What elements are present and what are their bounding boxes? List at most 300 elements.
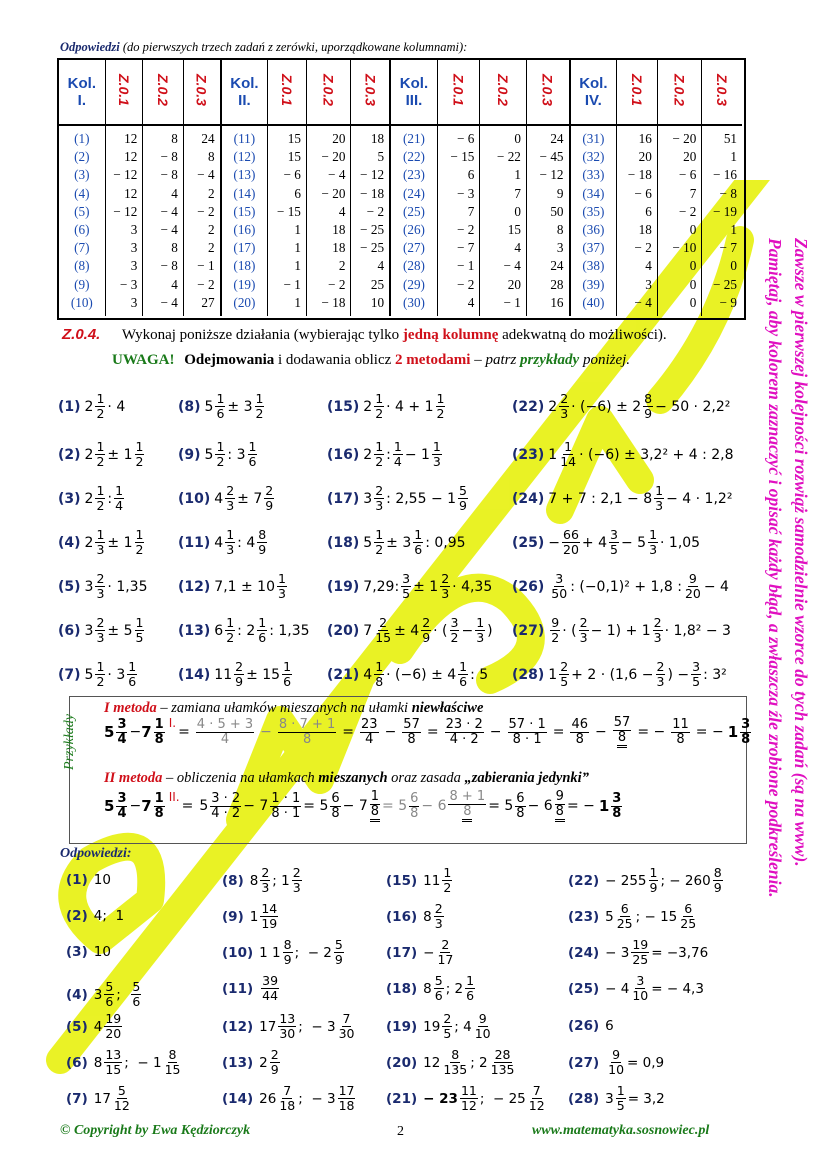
table-cell: 10 bbox=[370, 294, 385, 310]
table-cell: − 20 bbox=[321, 185, 346, 201]
row-index: (22) bbox=[402, 149, 425, 165]
table-cell: − 1 bbox=[503, 294, 521, 310]
z-header bbox=[437, 60, 480, 125]
row-index: (18) bbox=[233, 258, 256, 274]
table-cell: 5 bbox=[377, 149, 385, 165]
method-2-key: mieszanych bbox=[318, 770, 388, 786]
row-index: (19) bbox=[233, 276, 256, 292]
row-index: (17) bbox=[233, 240, 256, 256]
table-cell: − 3 bbox=[457, 185, 475, 201]
exercise-28: (28) 1 2 5 + 2 · (1,6 − 2 3 ) − 3 5 : 3² bbox=[512, 659, 727, 689]
exercise-7: (7) 5 1 2 · 3 1 6 bbox=[58, 659, 137, 689]
table-cell: − 2 bbox=[679, 203, 697, 219]
table-cell: − 6 bbox=[283, 167, 301, 183]
table-cell: − 19 bbox=[713, 203, 737, 219]
table-cell: − 25 bbox=[360, 240, 385, 256]
task-z04 bbox=[62, 326, 667, 344]
table-cell: 4 bbox=[377, 258, 385, 274]
table-cell: 50 bbox=[550, 203, 564, 219]
row-index: (33) bbox=[582, 167, 605, 183]
exercise-3: (3) 2 1 2 : 1 4 bbox=[58, 483, 124, 513]
table-cell: 1 bbox=[514, 167, 521, 183]
table-cell: 0 bbox=[689, 258, 697, 274]
z-header bbox=[143, 60, 184, 125]
table-cell: 4 bbox=[645, 258, 652, 274]
answers-header-rest: (do pierwszych trzech zadań z zerówki, uporządkowane kolumnami): bbox=[119, 40, 468, 54]
table-cell: 15 bbox=[287, 131, 301, 146]
table-cell: 3 bbox=[130, 240, 138, 256]
kol-label: Kol. bbox=[399, 75, 429, 92]
footer-copyright: © Copyright by Ewa Kędziorczyk bbox=[60, 1123, 251, 1138]
task-text-a: Wykonaj poniższe działania (wybierając tylko bbox=[121, 327, 403, 343]
table-cell: − 1 bbox=[283, 276, 301, 292]
table-cell: 4 bbox=[171, 276, 178, 292]
z-header-label: Z.0.1 bbox=[450, 73, 467, 106]
method-2-mark: II. bbox=[168, 790, 180, 804]
exercise-23: (23) 1 1 14 · (−6) ± 3,2² + 4 : 2,8 bbox=[512, 439, 734, 469]
table-cell: 0 bbox=[514, 131, 521, 146]
table-cell: 8 bbox=[171, 131, 178, 146]
uwaga-end: poniżej. bbox=[579, 352, 631, 368]
side-note bbox=[760, 238, 822, 1098]
table-cell: − 6 bbox=[679, 167, 697, 183]
answers-title: Odpowiedzi: bbox=[60, 846, 132, 861]
answer-11: (11) 39 44 bbox=[222, 973, 279, 1003]
footer-url[interactable]: www.matematyka.sosnowiec.pl bbox=[532, 1123, 710, 1138]
table-cell: − 4 bbox=[503, 258, 521, 274]
exercise-2: (2) 2 1 2 ± 1 1 2 bbox=[58, 439, 144, 469]
row-index: (39) bbox=[582, 276, 605, 292]
z-header-label: Z.0.3 bbox=[539, 73, 556, 106]
row-index: (1) bbox=[74, 131, 90, 146]
table-cell: 27 bbox=[201, 294, 215, 310]
table-cell: 0 bbox=[730, 258, 737, 274]
exercise-13: (13) 6 1 2 : 2 1 6 : 1,35 bbox=[178, 615, 310, 645]
table-group-2 bbox=[222, 60, 392, 316]
value-column bbox=[480, 125, 527, 316]
table-cell: − 4 bbox=[328, 167, 346, 183]
table-cell: − 20 bbox=[321, 149, 346, 165]
table-cell: − 10 bbox=[672, 240, 697, 256]
kol-roman: IV. bbox=[584, 92, 602, 109]
table-cell: 1 bbox=[294, 240, 301, 256]
table-cell: 0 bbox=[689, 294, 697, 310]
z-header-label: Z.0.2 bbox=[671, 73, 688, 106]
exercise-25: (25) − 66 20 + 4 3 5 − 5 1 3 · 1,05 bbox=[512, 527, 701, 557]
exercise-10: (10) 4 2 3 ± 7 2 9 bbox=[178, 483, 274, 513]
answer-18: (18) 8 5 6 ; 2 1 6 bbox=[386, 973, 475, 1003]
table-cell: 3 bbox=[130, 222, 138, 238]
uwaga-red: 2 metodami bbox=[395, 352, 471, 368]
table-cell: 1 bbox=[294, 258, 301, 274]
z-header-label: Z.0.3 bbox=[714, 73, 731, 106]
row-index: (30) bbox=[402, 294, 425, 310]
table-cell: 16 bbox=[550, 294, 564, 310]
answer-27: (27) 9 10 = 0,9 bbox=[568, 1047, 665, 1077]
table-cell: − 2 bbox=[457, 222, 475, 238]
table-cell: − 15 bbox=[276, 203, 301, 219]
z-header-label: Z.0.1 bbox=[279, 73, 296, 106]
value-column bbox=[526, 125, 569, 316]
row-index: (27) bbox=[402, 240, 425, 256]
row-index: (15) bbox=[233, 203, 256, 219]
table-cell: 20 bbox=[332, 131, 346, 146]
table-cell: − 7 bbox=[457, 240, 475, 256]
table-cell: − 8 bbox=[160, 258, 178, 274]
value-column bbox=[351, 125, 390, 316]
table-cell: − 18 bbox=[321, 294, 346, 310]
answers-table-content bbox=[59, 60, 742, 316]
value-column bbox=[702, 125, 742, 316]
z-header bbox=[702, 60, 742, 125]
exercise-27: (27) 9 2 · ( 2 3 − 1) + 1 2 3 · 1,8² − 3 bbox=[512, 615, 731, 645]
value-column bbox=[105, 125, 143, 316]
exercise-5: (5) 3 2 3 · 1,35 bbox=[58, 571, 148, 601]
row-index-column bbox=[59, 125, 105, 316]
table-group-4 bbox=[571, 60, 742, 316]
row-index: (5) bbox=[74, 203, 90, 219]
method-1-example: 5 3 4 − 7 1 8 I. = $\frac{4 \cdot 5 + 3}{4}$ − $\frac{8 \cdot 7 + 1}{8}$ = $\frac{23}{4}$ − $\frac{57}{8}$ = $\frac{23 \cdot 2}{4 \cdot 2}$ − $\frac{57 \cdot 1}{8 \cdot 1}$ = $\frac{46}{8}$ − $\frac{57}{8}$ = − $\frac{11}{8}$ = − 1 3 8 bbox=[104, 715, 751, 747]
method-1-rest: – zamiana ułamków mieszanych na ułamki bbox=[156, 700, 412, 716]
table-cell: 24 bbox=[201, 131, 215, 146]
method-2-mid: oraz zasada bbox=[387, 770, 465, 786]
table-cell: − 20 bbox=[672, 131, 697, 146]
row-index: (3) bbox=[74, 167, 90, 183]
answer-10: (10) 1 1 8 9 ; − 2 5 9 bbox=[222, 937, 343, 967]
row-index: (20) bbox=[233, 294, 256, 310]
z-header-label: Z.0.1 bbox=[629, 73, 646, 106]
uwaga-label: UWAGA! bbox=[112, 352, 175, 368]
table-cell: − 3 bbox=[120, 276, 138, 292]
table-cell: 1 bbox=[730, 149, 737, 165]
row-index: (34) bbox=[582, 185, 605, 201]
table-cell: 20 bbox=[507, 276, 521, 292]
table-cell: 7 bbox=[689, 185, 697, 201]
table-cell: 16 bbox=[638, 131, 652, 146]
z-header-label: Z.0.2 bbox=[320, 73, 337, 106]
method-1-key: niewłaściwe bbox=[411, 700, 484, 716]
row-index: (4) bbox=[74, 185, 90, 201]
row-index: (14) bbox=[233, 185, 256, 201]
z-header-label: Z.0.2 bbox=[495, 73, 512, 106]
task-label: Z.0.4. bbox=[62, 326, 101, 343]
answer-26: (26) 6 bbox=[568, 1018, 614, 1034]
table-cell: 18 bbox=[638, 222, 652, 238]
answer-13: (13) 2 2 9 bbox=[222, 1047, 279, 1077]
exercise-14: (14) 11 2 9 ± 15 1 6 bbox=[178, 659, 292, 689]
z-header-label: Z.0.3 bbox=[362, 73, 379, 106]
table-cell: 3 bbox=[130, 258, 138, 274]
kol-label: Kol. bbox=[67, 75, 97, 92]
z-header bbox=[480, 60, 527, 125]
answer-28: (28) 3 1 5 = 3,2 bbox=[568, 1083, 665, 1113]
table-cell: − 12 bbox=[113, 167, 138, 183]
table-cell: 24 bbox=[550, 131, 564, 146]
table-cell: 1 bbox=[730, 222, 737, 238]
table-cell: − 8 bbox=[160, 167, 178, 183]
answer-25: (25) − 4 3 10 = − 4,3 bbox=[568, 973, 704, 1003]
exercise-18: (18) 5 1 2 ± 3 1 6 : 0,95 bbox=[327, 527, 466, 557]
exercise-11: (11) 4 1 3 : 4 8 9 bbox=[178, 527, 267, 557]
table-cell: − 45 bbox=[539, 149, 564, 165]
row-index: (32) bbox=[582, 149, 605, 165]
exercise-12: (12) 7,1 ± 10 1 3 bbox=[178, 571, 286, 601]
method-1-title bbox=[104, 700, 483, 717]
answer-1: (1) 10 bbox=[66, 872, 111, 888]
answer-8: (8) 8 2 3 ; 1 2 3 bbox=[222, 865, 301, 895]
answer-3: (3) 10 bbox=[66, 944, 111, 960]
uwaga-dash: – bbox=[470, 352, 486, 368]
table-cell: − 4 bbox=[160, 294, 178, 310]
table-cell: − 12 bbox=[113, 203, 138, 219]
row-index: (24) bbox=[402, 185, 425, 201]
table-cell: − 2 bbox=[197, 276, 215, 292]
table-cell: 8 bbox=[171, 240, 178, 256]
exercise-8: (8) 5 1 6 ± 3 1 2 bbox=[178, 391, 264, 421]
answer-7: (7) 17 5 12 bbox=[66, 1083, 130, 1113]
answer-20: (20) 12 8 135 ; 2 28 135 bbox=[386, 1047, 515, 1077]
row-index: (31) bbox=[582, 131, 605, 146]
row-index: (37) bbox=[582, 240, 605, 256]
table-cell: 3 bbox=[645, 276, 652, 292]
z-header bbox=[306, 60, 351, 125]
exercise-24: (24) 7 + 7 : 2,1 − 8 1 3 − 4 · 1,2² bbox=[512, 483, 733, 513]
z-header bbox=[183, 60, 220, 125]
table-cell: 6 bbox=[467, 167, 475, 183]
row-index: (26) bbox=[402, 222, 425, 238]
value-column bbox=[657, 125, 702, 316]
kol-header bbox=[391, 60, 437, 125]
table-cell: − 8 bbox=[719, 185, 737, 201]
table-cell: 15 bbox=[287, 149, 301, 165]
table-cell: 9 bbox=[556, 185, 564, 201]
footer-page-number: 2 bbox=[397, 1124, 404, 1139]
kol-roman: II. bbox=[238, 92, 251, 109]
table-group-1 bbox=[59, 60, 222, 316]
z-header bbox=[268, 60, 307, 125]
table-cell: 2 bbox=[207, 185, 215, 201]
z-header bbox=[617, 60, 658, 125]
task-text-b: adekwatną do możliwości). bbox=[498, 327, 667, 343]
row-index: (36) bbox=[582, 222, 605, 238]
side-note-line-1: Zawsze w pierwszej kolejności rozwiąż samodzielnie wzorce do tych zadań (są na www). bbox=[791, 238, 811, 867]
table-cell: 6 bbox=[645, 203, 652, 219]
table-cell: 6 bbox=[294, 185, 301, 201]
table-cell: − 9 bbox=[719, 294, 737, 310]
table-cell: − 8 bbox=[160, 149, 178, 165]
table-cell: 8 bbox=[556, 222, 564, 238]
uwaga-mid: i dodawania oblicz bbox=[274, 352, 396, 368]
table-cell: 4 bbox=[171, 185, 178, 201]
table-cell: − 25 bbox=[713, 276, 737, 292]
row-index: (13) bbox=[233, 167, 256, 183]
answers-header bbox=[60, 40, 467, 55]
table-cell: − 4 bbox=[160, 203, 178, 219]
row-index: (28) bbox=[402, 258, 425, 274]
kol-roman: III. bbox=[405, 92, 423, 109]
table-cell: 4 bbox=[514, 240, 521, 256]
exercise-16: (16) 2 1 2 : 1 4 − 1 1 3 bbox=[327, 439, 441, 469]
exercise-21: (21) 4 1 8 · (−6) ± 4 1 6 : 5 bbox=[327, 659, 489, 689]
uwaga-bold: Odejmowania bbox=[184, 352, 275, 368]
row-index: (9) bbox=[74, 276, 90, 292]
table-cell: 4 bbox=[467, 294, 475, 310]
table-cell: − 4 bbox=[160, 222, 178, 238]
value-column bbox=[268, 125, 307, 316]
answer-15: (15) 11 1 2 bbox=[386, 865, 452, 895]
table-cell: 51 bbox=[723, 131, 737, 146]
table-cell: − 12 bbox=[539, 167, 564, 183]
table-cell: 0 bbox=[514, 203, 521, 219]
table-cell: − 25 bbox=[360, 222, 385, 238]
row-index: (8) bbox=[74, 258, 90, 274]
table-cell: 0 bbox=[689, 222, 697, 238]
row-index: (29) bbox=[402, 276, 425, 292]
method-1-mark: I. bbox=[168, 716, 177, 730]
z-header bbox=[351, 60, 390, 125]
answer-4: (4) 3 5 6 ; 5 6 bbox=[66, 979, 141, 1009]
row-index: (21) bbox=[402, 131, 425, 146]
answers-header-bold: Odpowiedzi bbox=[60, 40, 120, 54]
task-uwaga bbox=[112, 352, 630, 369]
table-cell: 7 bbox=[514, 185, 521, 201]
table-cell: − 6 bbox=[634, 185, 652, 201]
exercise-17: (17) 3 2 3 : 2,55 − 1 5 9 bbox=[327, 483, 467, 513]
table-cell: − 2 bbox=[328, 276, 346, 292]
uwaga-italic: patrz bbox=[485, 352, 521, 368]
task-text-red: jedną kolumnę bbox=[402, 327, 499, 343]
table-cell: 8 bbox=[207, 149, 215, 165]
table-cell: 12 bbox=[124, 185, 138, 201]
value-column bbox=[306, 125, 351, 316]
table-cell: 12 bbox=[124, 149, 138, 165]
answer-9: (9) 1 14 19 bbox=[222, 901, 278, 931]
exercise-15: (15) 2 1 2 · 4 + 1 1 2 bbox=[327, 391, 445, 421]
row-index: (11) bbox=[233, 131, 256, 146]
row-index: (25) bbox=[402, 203, 425, 219]
table-cell: 15 bbox=[507, 222, 521, 238]
table-cell: 2 bbox=[207, 222, 215, 238]
table-cell: − 2 bbox=[634, 240, 652, 256]
exercise-19: (19) 7,29: 3 5 ± 1 2 3 · 4,35 bbox=[327, 571, 493, 601]
uwaga-przyklady: przykłady bbox=[520, 352, 580, 368]
table-cell: 3 bbox=[556, 240, 564, 256]
row-index: (40) bbox=[582, 294, 605, 310]
table-cell: 1 bbox=[294, 222, 301, 238]
table-cell: − 1 bbox=[197, 258, 215, 274]
z-header bbox=[526, 60, 569, 125]
value-column bbox=[617, 125, 658, 316]
table-groups bbox=[59, 60, 742, 316]
kol-header bbox=[571, 60, 617, 125]
table-cell: − 4 bbox=[197, 167, 215, 183]
table-cell: 3 bbox=[130, 294, 138, 310]
z-header-label: Z.0.3 bbox=[193, 73, 210, 106]
answer-2: (2) 4; 1 bbox=[66, 908, 125, 924]
row-index: (35) bbox=[582, 203, 605, 219]
table-cell: − 18 bbox=[627, 167, 652, 183]
table-cell: 18 bbox=[370, 131, 385, 146]
table-cell: − 6 bbox=[457, 131, 475, 146]
exercise-9: (9) 5 1 2 : 3 1 6 bbox=[178, 439, 257, 469]
table-cell: 4 bbox=[338, 203, 346, 219]
table-cell: − 22 bbox=[496, 149, 521, 165]
table-cell: 12 bbox=[124, 131, 138, 146]
kol-label: Kol. bbox=[579, 75, 608, 92]
row-index-column bbox=[222, 125, 268, 316]
method-2-rest: – obliczenia na ułamkach bbox=[162, 770, 319, 786]
kol-label: Kol. bbox=[230, 75, 259, 92]
side-note-line-2: Pamiętaj, aby kolorem zaznaczyć i opisać każdy błąd, a zwłaszcza źle zrobione podkreślenia. bbox=[765, 238, 785, 898]
z-header-label: Z.0.2 bbox=[155, 73, 172, 106]
row-index: (6) bbox=[74, 222, 90, 238]
examples-label: Przykłady bbox=[62, 714, 77, 770]
method-2-title bbox=[104, 770, 589, 787]
row-index: (7) bbox=[74, 240, 90, 256]
table-cell: − 2 bbox=[197, 203, 215, 219]
method-2-quote: „zabierania jedynki” bbox=[464, 770, 589, 786]
kol-header bbox=[222, 60, 268, 125]
exercise-22: (22) 2 2 3 · (−6) ± 2 8 9 − 50 · 2,2² bbox=[512, 391, 731, 421]
table-cell: 18 bbox=[332, 240, 346, 256]
answer-24: (24) − 3 19 25 = −3,76 bbox=[568, 937, 709, 967]
table-cell: 2 bbox=[338, 258, 346, 274]
table-cell: 25 bbox=[370, 276, 385, 292]
table-cell: 20 bbox=[638, 149, 652, 165]
table-cell: − 7 bbox=[719, 240, 737, 256]
answer-6: (6) 8 13 15 ; − 1 8 15 bbox=[66, 1047, 181, 1077]
table-cell: 1 bbox=[294, 294, 301, 310]
row-index: (23) bbox=[402, 167, 425, 183]
table-cell: 0 bbox=[689, 276, 697, 292]
value-column bbox=[437, 125, 480, 316]
exercise-26: (26) 3 50 : (−0,1)² + 1,8 : 9 20 − 4 bbox=[512, 571, 729, 601]
table-cell: 7 bbox=[467, 203, 475, 219]
table-cell: − 12 bbox=[360, 167, 385, 183]
method-2-example: 5 3 4 − 7 1 8 II. = 5 3 · 2 4 · 2 − 7 $\frac{1 \cdot 1}{8 \cdot 1}$ = 5 6 8 − 7 $\frac{1}{8}$ = 5 6 8 − 6 $\frac{8 + 1}{8}$ = 5 6 8 − 6 $\frac{9}{8}$ = − 1 3 8 bbox=[104, 789, 622, 821]
table-cell: 18 bbox=[332, 222, 346, 238]
row-index: (38) bbox=[582, 258, 605, 274]
answer-22: (22) − 255 1 9 ; − 260 8 9 bbox=[568, 865, 722, 895]
answer-17: (17) − 2 17 bbox=[386, 937, 454, 967]
table-cell: 28 bbox=[550, 276, 564, 292]
method-1-bold: I metoda bbox=[104, 700, 157, 716]
value-column bbox=[143, 125, 184, 316]
exercise-6: (6) 3 2 3 ± 5 1 5 bbox=[58, 615, 144, 645]
row-index: (10) bbox=[70, 294, 93, 310]
row-index: (2) bbox=[74, 149, 90, 165]
table-cell: − 16 bbox=[713, 167, 737, 183]
answer-5: (5) 4 19 20 bbox=[66, 1011, 122, 1041]
answer-19: (19) 19 2 5 ; 4 9 10 bbox=[386, 1011, 491, 1041]
table-cell: − 15 bbox=[450, 149, 475, 165]
z-header bbox=[105, 60, 143, 125]
row-index-column bbox=[571, 125, 617, 316]
row-index-column bbox=[391, 125, 437, 316]
table-cell: − 1 bbox=[457, 258, 475, 274]
table-cell: − 2 bbox=[457, 276, 475, 292]
method-2-bold: II metoda bbox=[104, 770, 163, 786]
answer-21: (21) − 23 11 12 ; − 25 7 12 bbox=[386, 1083, 545, 1113]
exercise-1: (1) 2 1 2 · 4 bbox=[58, 391, 126, 421]
exercise-4: (4) 2 1 3 ± 1 1 2 bbox=[58, 527, 144, 557]
answer-12: (12) 17 13 30 ; − 3 7 30 bbox=[222, 1011, 355, 1041]
kol-header bbox=[59, 60, 105, 125]
table-cell: − 18 bbox=[360, 185, 385, 201]
z-header-label: Z.0.1 bbox=[116, 73, 132, 106]
answer-14: (14) 26 7 18 ; − 3 17 18 bbox=[222, 1083, 355, 1113]
row-index: (16) bbox=[233, 222, 256, 238]
